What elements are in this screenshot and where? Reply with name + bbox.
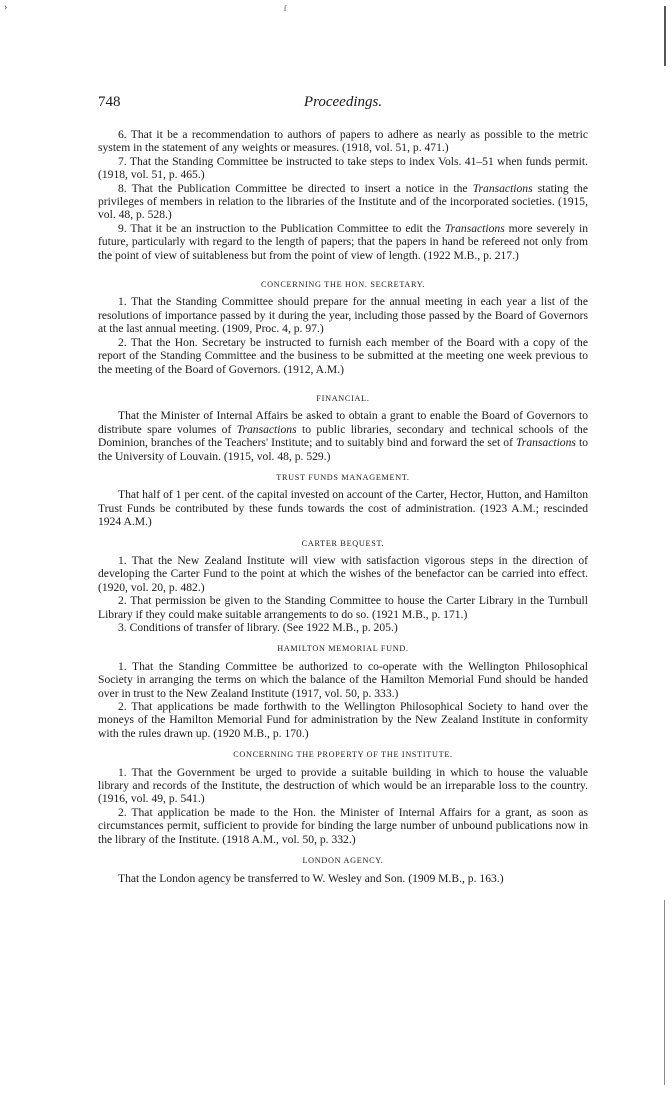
paragraph: 1. That the New Zealand Institute will view with satisfaction vigorous steps in the direction of developing the Carter Fund to the point at which the wishes of the benefactor can be carried into effect. (1920, vol. 20, p. 482.)	[98, 553, 588, 594]
running-title: Proceedings.	[303, 94, 383, 110]
section-heading: HAMILTON MEMORIAL FUND.	[277, 644, 409, 654]
paragraph: 1. That the Standing Committee should prepare for the annual meeting in each year a list of the resolutions of importance passed by it during the year, including those passed by the Board of Governors at the last annual meeting. (1909, Proc. 4, p. 97.)	[98, 295, 588, 336]
section-heading: CONCERNING THE PROPERTY OF THE INSTITUTE.	[233, 750, 453, 760]
section	[98, 537, 588, 635]
paragraph: 1. That the Government be urged to provide a suitable building in which to house the valuable library and records of the Institute, the destruction of which would be an irreparable loss to the country. (1916, vol. 49, p. 541.)	[98, 765, 588, 806]
section	[98, 278, 588, 376]
document-body	[98, 128, 588, 885]
section	[98, 471, 588, 529]
scan-mark: ›	[4, 2, 8, 13]
paragraph: 9. That it be an instruction to the Publication Committee to edit the Transactions more severely in future, particularly with regard to the length of papers; that the papers in hand be refereed not only from the point of view of suitableness but from the point of view of length. (1922 M.B., p. 217.)	[98, 221, 588, 262]
page-header	[98, 94, 588, 116]
paragraph: 7. That the Standing Committee be instructed to take steps to index Vols. 41–51 when funds permit. (1918, vol. 51, p. 465.)	[98, 154, 588, 182]
section	[98, 854, 588, 885]
paragraph: 8. That the Publication Committee be directed to insert a notice in the Transactions stating the privileges of members in relation to the libraries of the Institute and of the incorporated societies. (1915, vol. 48, p. 528.)	[98, 181, 588, 222]
paragraph: 2. That applications be made forthwith to the Wellington Philosophical Society to hand over the moneys of the Hamilton Memorial Fund for administration by the New Zealand Institute in conformity with the rules drawn up. (1920 M.B., p. 170.)	[98, 700, 588, 740]
paragraph: 2. That application be made to the Hon. the Minister of Internal Affairs for a grant, as soon as circumstances permit, sufficient to provide for binding the large number of unbound publications now in the library of the Institute. (1918 A.M., vol. 50, p. 332.)	[98, 805, 588, 846]
paragraph: 2. That the Hon. Secretary be instructed to furnish each member of the Board with a copy of the report of the Standing Committee and the business to be submitted at the meeting one week previous to the meeting of the Board of Governors. (1912, A.M.)	[98, 335, 588, 376]
scan-edge	[664, 6, 666, 66]
document-page	[98, 94, 588, 885]
paragraph: 2. That permission be given to the Standing Committee to house the Carter Library in the Turnbull Library if they could make suitable arrangements to do so. (1921 M.B., p. 171.)	[98, 594, 588, 621]
section	[98, 748, 588, 846]
paragraph: 6. That it be a recommendation to authors of papers to adhere as nearly as possible to the metric system in the statement of any weights or measures. (1918, vol. 51, p. 471.)	[98, 128, 588, 155]
paragraph: 3. Conditions of transfer of library. (See 1922 M.B., p. 205.)	[118, 621, 398, 634]
section-heading: TRUST FUNDS MANAGEMENT.	[276, 472, 410, 482]
section	[98, 128, 588, 262]
section-heading: CONCERNING THE HON. SECRETARY.	[260, 280, 425, 290]
scan-edge	[664, 900, 665, 1085]
section	[98, 392, 588, 463]
paragraph: That the London agency be transferred to W. Wesley and Son. (1909 M.B., p. 163.)	[118, 871, 504, 885]
scan-mark: ſ	[284, 4, 287, 13]
section-heading: FINANCIAL.	[316, 393, 370, 403]
paragraph: That the Minister of Internal Affairs be asked to obtain a grant to enable the Board of Governors to distribute spare volumes of Transactions to public libraries, secondary and technical schools of the Dominion, branches of the Teachers' Institute; and to suitably bind and forward the set of Transactions to the University of Louvain. (1915, vol. 48, p. 529.)	[98, 409, 588, 463]
paragraph: That half of 1 per cent. of the capital invested on account of the Carter, Hector, Hutton, and Hamilton Trust Funds be contributed by these funds towards the cost of administration. (1923 A.M.; rescinded 1924 A.M.)	[98, 488, 588, 529]
section	[98, 642, 588, 740]
paragraph: 1. That the Standing Committee be authorized to co-operate with the Wellington Philosophical Society in arranging the terms on which the balance of the Hamilton Memorial Fund should be handed over in trust to the New Zealand Institute (1917, vol. 50, p. 333.)	[98, 659, 588, 700]
section-heading: LONDON AGENCY.	[302, 856, 384, 866]
section-heading: CARTER BEQUEST.	[301, 538, 385, 548]
page-number: 748	[98, 94, 121, 110]
